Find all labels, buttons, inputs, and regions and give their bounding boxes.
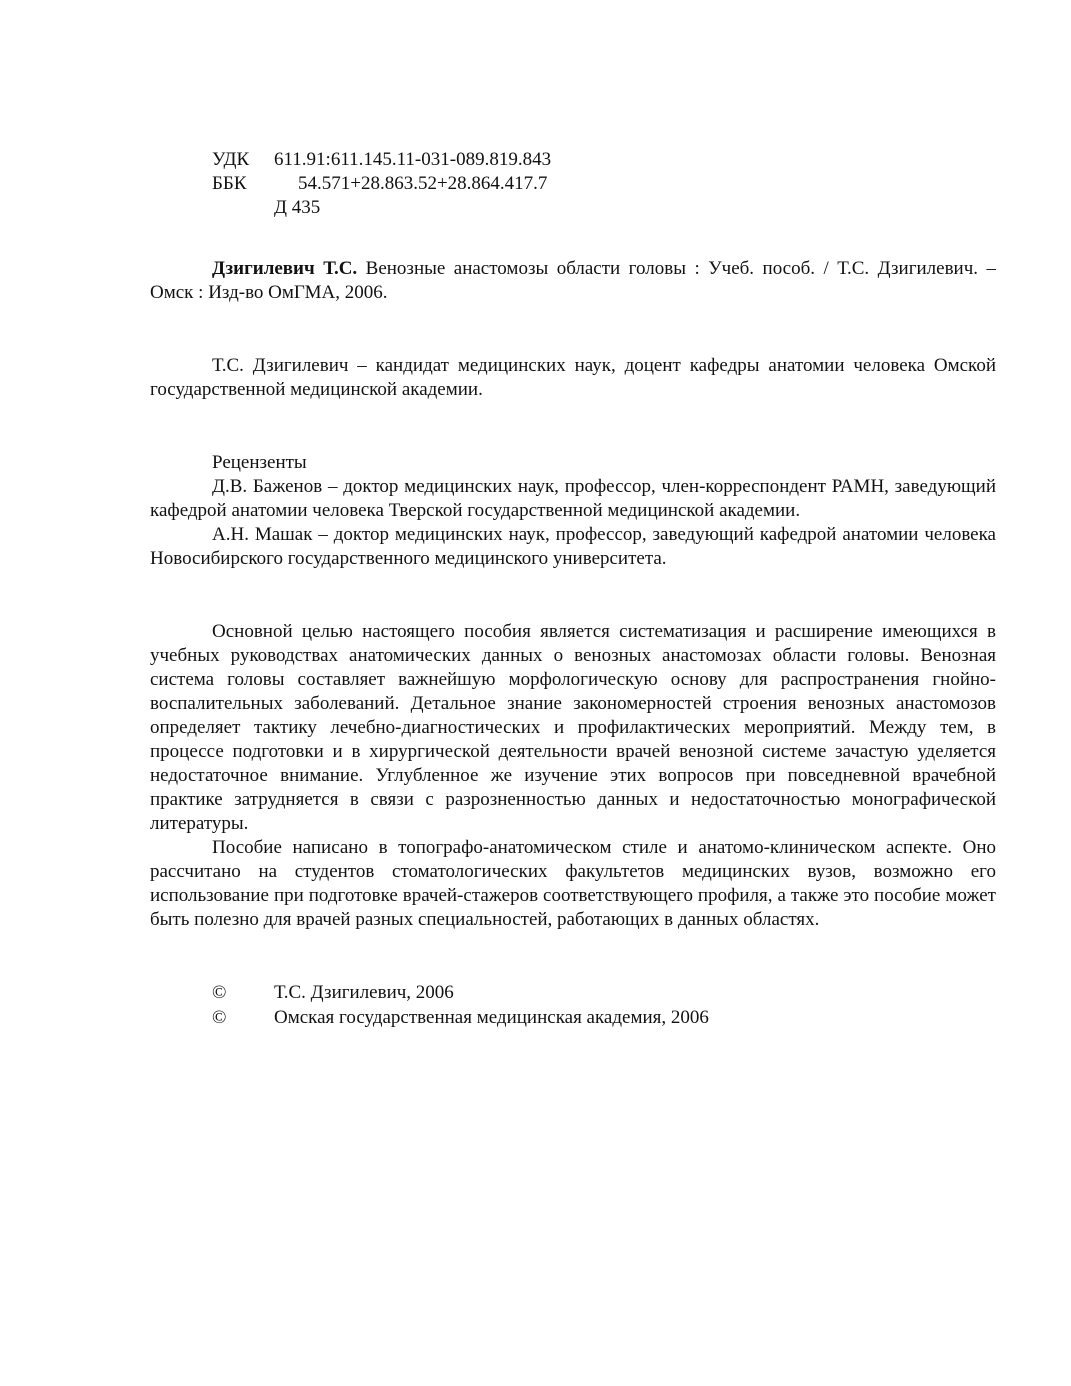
reviewer-item: А.Н. Машак – доктор медицинских наук, профессор, заведующий кафедрой анатомии человека Новосибирского государственного медицинского университета. [150,524,996,569]
reviewer-item: Д.В. Баженов – доктор медицинских наук, профессор, член-корреспондент РАМН, заведующий кафедрой анатомии человека Тверской государственной медицинской академии. [150,476,996,521]
udk-value: 611.91:611.145.11-031-089.819.843 [274,149,552,170]
biblio-author: Дзигилевич Т.С. [212,258,358,279]
bbk-value: 54.571+28.863.52+28.864.417.7 [298,173,548,194]
udk-row [212,148,996,172]
bbk-label: ББК [212,173,247,194]
copyright-holder: Т.С. Дзигилевич, 2006 [274,982,454,1003]
udk-label: УДК [212,149,250,170]
document-page [150,148,996,1031]
copyright-sign: © [212,1007,227,1028]
reviewers-block [150,451,996,571]
copyright-holder: Омская государственная медицинская академия, 2006 [274,1007,709,1028]
bbk-row [212,172,996,196]
abstract-block [150,620,996,932]
copyright-line [212,1006,996,1031]
bibliographic-record [150,257,996,305]
copyright-sign: © [212,982,227,1003]
classification-block [212,148,996,220]
copyright-block [212,981,996,1031]
abstract-paragraph: Основной целью настоящего пособия является систематизация и расширение имеющихся в учебных руководствах анатомических данных о венозных анастомозах области головы. Венозная система головы составляет важнейшую морфологическую основу для распространения гнойно-воспалительных заболеваний. Детальное знание закономерностей строения венозных анастомозов определяет тактику лечебно-диагностических и профилактических мероприятий. Между тем, в процессе подготовки и в хирургической деятельности врачей венозной системе зачастую уделяется недостаточное внимание. Углубленное же изучение этих вопросов при повседневной врачебной практике затрудняется в связи с разрозненностью данных и недостаточностью монографической литературы. [150,621,996,834]
copyright-line [212,981,996,1006]
abstract-paragraph: Пособие написано в топографо-анатомическом стиле и анатомо-клиническом аспекте. Оно рассчитано на студентов стоматологических факультетов медицинских вузов, возможно его использование при подготовке врачей-стажеров соответствующего профиля, а также это пособие может быть полезно для врачей разных специальностей, работающих в данных областях. [150,837,996,930]
author-note: Т.С. Дзигилевич – кандидат медицинских наук, доцент кафедры анатомии человека Омской государственной медицинской академии. [150,355,996,400]
reviewers-title: Рецензенты [212,452,307,473]
author-sign: Д 435 [274,197,321,218]
biblio-description: Венозные анастомозы области головы : Учеб. пособ. / Т.С. Дзигилевич. – Омск : Изд-во ОмГМА, 2006. [150,258,996,303]
